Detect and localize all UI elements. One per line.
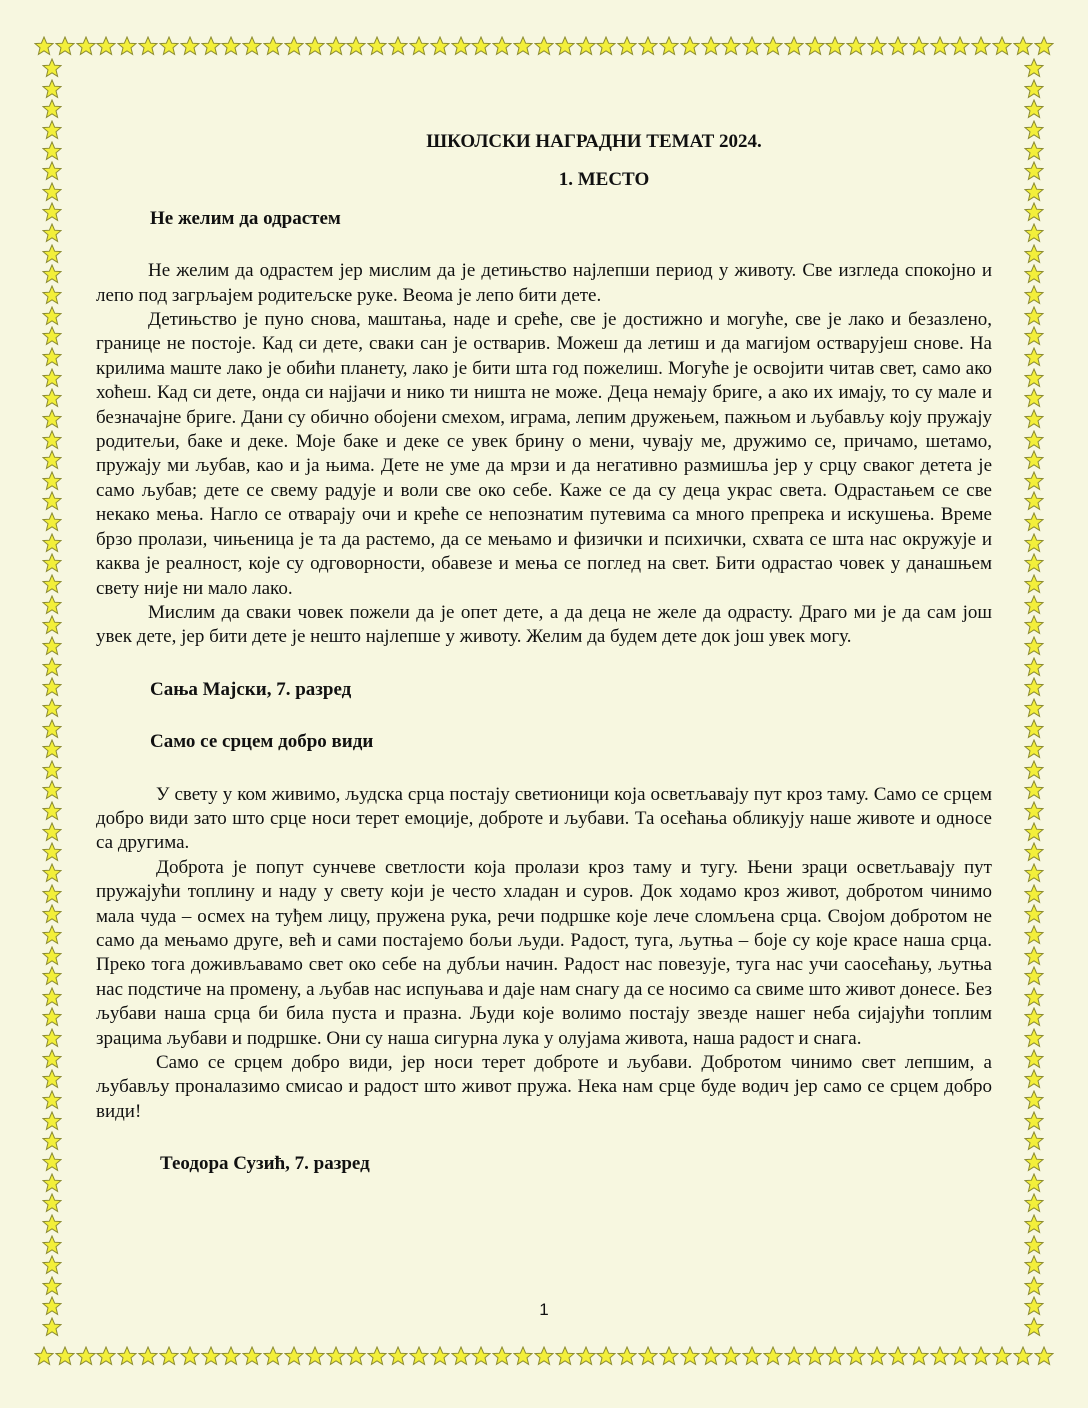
star-icon	[1024, 1152, 1044, 1172]
star-icon	[1024, 987, 1044, 1007]
star-icon	[42, 925, 62, 945]
star-icon	[42, 719, 62, 739]
star-icon	[992, 1346, 1012, 1366]
star-icon	[409, 36, 429, 56]
star-icon	[1024, 533, 1044, 553]
star-icon	[888, 36, 908, 56]
star-icon	[701, 1346, 721, 1366]
star-icon	[1024, 760, 1044, 780]
star-icon	[221, 1346, 241, 1366]
essay-paragraph: Мислим да сваки човек пожели да је опет дете, а да деца не желе да одрасту. Драго ми је да сам још увек дете, јер бити дете је нешто најлепше у животу. Желим да будем дете док још увек могу.	[96, 601, 992, 648]
star-icon	[930, 36, 950, 56]
star-icon	[263, 1346, 283, 1366]
star-icon	[846, 1346, 866, 1366]
star-icon	[42, 1069, 62, 1089]
star-icon	[42, 1007, 62, 1027]
star-icon	[638, 1346, 658, 1366]
star-icon	[1024, 202, 1044, 222]
star-icon	[42, 1111, 62, 1131]
star-icon	[1024, 925, 1044, 945]
star-icon	[42, 760, 62, 780]
star-icon	[42, 595, 62, 615]
star-icon	[1024, 471, 1044, 491]
star-icon	[513, 1346, 533, 1366]
star-icon	[950, 36, 970, 56]
star-icon	[42, 698, 62, 718]
star-icon	[42, 58, 62, 78]
star-icon	[909, 36, 929, 56]
star-icon	[1024, 739, 1044, 759]
star-icon	[346, 1346, 366, 1366]
star-icon	[1024, 491, 1044, 511]
star-icon	[42, 1152, 62, 1172]
star-icon	[1024, 780, 1044, 800]
star-icon	[42, 966, 62, 986]
star-icon	[784, 36, 804, 56]
star-icon	[42, 512, 62, 532]
star-icon	[42, 574, 62, 594]
star-icon	[180, 36, 200, 56]
star-icon	[1024, 1111, 1044, 1131]
essay-title: Само се срцем добро види	[150, 731, 374, 753]
star-icon	[659, 36, 679, 56]
star-icon	[617, 1346, 637, 1366]
star-icon	[1024, 409, 1044, 429]
star-icon	[701, 36, 721, 56]
star-icon	[42, 120, 62, 140]
star-icon	[825, 1346, 845, 1366]
star-icon	[42, 677, 62, 697]
star-icon	[555, 1346, 575, 1366]
star-icon	[1024, 966, 1044, 986]
star-icon	[42, 326, 62, 346]
star-icon	[117, 36, 137, 56]
star-icon	[42, 430, 62, 450]
star-icon	[534, 1346, 554, 1366]
star-icon	[742, 1346, 762, 1366]
star-icon	[42, 1276, 62, 1296]
star-icon	[159, 1346, 179, 1366]
star-icon	[638, 36, 658, 56]
star-icon	[159, 36, 179, 56]
star-icon	[42, 1255, 62, 1275]
star-icon	[42, 491, 62, 511]
star-icon	[430, 1346, 450, 1366]
star-icon	[1024, 223, 1044, 243]
star-icon	[1024, 1317, 1044, 1337]
star-icon	[42, 1214, 62, 1234]
star-icon	[1034, 1346, 1054, 1366]
star-icon	[742, 36, 762, 56]
star-icon	[1024, 244, 1044, 264]
star-icon	[42, 822, 62, 842]
star-icon	[867, 36, 887, 56]
star-icon	[1024, 99, 1044, 119]
star-icon	[76, 1346, 96, 1366]
star-icon	[42, 615, 62, 635]
star-icon	[1024, 842, 1044, 862]
star-icon	[1024, 574, 1044, 594]
star-icon	[284, 1346, 304, 1366]
star-icon	[1024, 1276, 1044, 1296]
star-icon	[1024, 1255, 1044, 1275]
star-icon	[1024, 1193, 1044, 1213]
star-icon	[42, 904, 62, 924]
star-icon	[1024, 58, 1044, 78]
star-icon	[763, 36, 783, 56]
star-icon	[1024, 306, 1044, 326]
page-number: 1	[539, 1300, 549, 1319]
star-icon	[1024, 884, 1044, 904]
star-icon	[492, 36, 512, 56]
star-icon	[42, 1049, 62, 1069]
star-icon	[117, 1346, 137, 1366]
star-icon	[784, 1346, 804, 1366]
star-icon	[305, 36, 325, 56]
star-icon	[555, 36, 575, 56]
star-icon	[42, 1173, 62, 1193]
star-icon	[1024, 512, 1044, 532]
star-icon	[1024, 1007, 1044, 1027]
star-icon	[430, 36, 450, 56]
star-icon	[42, 842, 62, 862]
star-icon	[42, 450, 62, 470]
star-icon	[42, 863, 62, 883]
star-icon	[513, 36, 533, 56]
star-icon	[846, 36, 866, 56]
star-icon	[1024, 264, 1044, 284]
star-icon	[96, 36, 116, 56]
star-icon	[305, 1346, 325, 1366]
star-icon	[42, 636, 62, 656]
star-icon	[1024, 904, 1044, 924]
star-icon	[971, 36, 991, 56]
star-icon	[138, 1346, 158, 1366]
star-icon	[201, 36, 221, 56]
star-icon	[1024, 430, 1044, 450]
star-icon	[888, 1346, 908, 1366]
star-icon	[971, 1346, 991, 1366]
star-icon	[42, 306, 62, 326]
star-icon	[388, 36, 408, 56]
star-icon	[1024, 368, 1044, 388]
star-icon	[950, 1346, 970, 1366]
star-icon	[34, 36, 54, 56]
star-icon	[1034, 36, 1054, 56]
star-icon	[1024, 822, 1044, 842]
star-icon	[451, 1346, 471, 1366]
star-icon	[1024, 801, 1044, 821]
star-icon	[326, 1346, 346, 1366]
star-icon	[1024, 863, 1044, 883]
star-icon	[42, 533, 62, 553]
star-icon	[1024, 450, 1044, 470]
star-icon	[42, 99, 62, 119]
star-icon	[42, 202, 62, 222]
essay-paragraph: У свету у ком живимо, људска срца постају светионици која осветљавају пут кроз таму. Само се срцем добро види зато што срце носи терет емоције, доброте и љубави. Та осећања обликују наше животе и односе са другима.	[96, 783, 992, 854]
star-icon	[1013, 1346, 1033, 1366]
star-icon	[451, 36, 471, 56]
star-icon	[1024, 326, 1044, 346]
star-icon	[201, 1346, 221, 1366]
star-icon	[388, 1346, 408, 1366]
star-icon	[242, 36, 262, 56]
star-icon	[680, 36, 700, 56]
star-icon	[42, 244, 62, 264]
star-icon	[721, 1346, 741, 1366]
star-icon	[326, 36, 346, 56]
star-icon	[42, 347, 62, 367]
star-icon	[409, 1346, 429, 1366]
star-icon	[1024, 1131, 1044, 1151]
star-icon	[534, 36, 554, 56]
star-icon	[263, 36, 283, 56]
document-page	[96, 120, 992, 1177]
star-icon	[1024, 388, 1044, 408]
essay-paragraph: Детињство је пуно снова, маштања, наде и среће, све је достижно и могуће, све је лако и безазлено, границе не постоје. Кад си дете, сваки сан је остварив. Можеш да летиш и да магијом остварујеш снове. На крилима маште лако је обићи планету, лако је бити шта год пожелиш. Могуће је освојити читав свет, само ако хоћеш. Кад си дете, онда си најјачи и нико ти ништа не може. Деца немају бриге, а ако их имају, то су мале и безначајне бриге. Дани су обично обојени смехом, играма, лепим дружењем, пажњом и љубављу коју пружају родитељи, баке и деке. Моје баке и деке се увек брину о мени, чувају ме, дружимо се, причамо, шетамо, пружају ми љубав, као и ја њима. Дете не уме да мрзи и да негативно размишља јер у срцу сваког детета је само љубав; дете се свему радује и воли све око себе. Каже се да су деца украс света. Одрастањем се све некако мења. Нагло се отварају очи и креће се непознатим путевима са много препрека и искушења. Време брзо пролази, чињеница је та да растемо, да се мењамо и физички и психички, схвата се шта нас окружује и каква је реалност, које су одговорности, обавезе и мења се поглед на свет. Бити одрастао човек у данашњем свету није ни мало лако.	[96, 309, 992, 599]
star-border-bottom	[34, 1346, 1054, 1368]
star-icon	[1024, 719, 1044, 739]
essay-paragraph: Доброта је попут сунчеве светлости која пролази кроз таму и тугу. Њени зраци осветљавају пут пружајући топлину и наду у свету који је често хладан и суров. Док ходамо кроз живот, добротом чинимо мала чуда – осмех на туђем лицу, пружена рука, речи подршке које лече сломљена срца. Својом добротом не само да мењамо друге, већ и сами постајемо бољи људи. Радост, туга, љутња – боје су које красе наша срца. Преко тога доживљавамо свет око себе на дубљи начин. Радост нас повезује, туга нас учи саосећању, љутња нас подстиче на промену, а љубав нас испуњава и даје нам снагу да се носимо са свиме што живот донесе. Без љубави наша срца би била пуста и празна. Људи које волимо постају звезде нашег неба сијајући топлим зрацима љубави и подршке. Они су наша сигурна лука у олујама живота, наша радост и снага.	[96, 856, 992, 1049]
star-icon	[721, 36, 741, 56]
star-icon	[1024, 677, 1044, 697]
star-icon	[42, 1090, 62, 1110]
star-icon	[42, 1193, 62, 1213]
star-icon	[1024, 1214, 1044, 1234]
star-icon	[1024, 79, 1044, 99]
star-icon	[42, 264, 62, 284]
star-icon	[680, 1346, 700, 1366]
star-icon	[42, 223, 62, 243]
star-icon	[1013, 36, 1033, 56]
star-icon	[221, 36, 241, 56]
star-icon	[42, 780, 62, 800]
star-icon	[1024, 595, 1044, 615]
document-title: ШКОЛСКИ НАГРАДНИ ТЕМАТ 2024.	[426, 131, 762, 152]
star-icon	[1024, 347, 1044, 367]
star-icon	[1024, 285, 1044, 305]
star-icon	[42, 161, 62, 181]
star-icon	[42, 368, 62, 388]
star-icon	[42, 801, 62, 821]
star-icon	[1024, 553, 1044, 573]
star-icon	[1024, 1090, 1044, 1110]
star-icon	[42, 285, 62, 305]
star-icon	[42, 739, 62, 759]
star-icon	[471, 1346, 491, 1366]
star-icon	[34, 1346, 54, 1366]
star-icon	[55, 1346, 75, 1366]
star-icon	[42, 884, 62, 904]
star-icon	[55, 36, 75, 56]
star-icon	[659, 1346, 679, 1366]
star-icon	[1024, 615, 1044, 635]
star-icon	[42, 1317, 62, 1337]
star-icon	[284, 36, 304, 56]
star-icon	[596, 1346, 616, 1366]
star-icon	[138, 36, 158, 56]
star-icon	[492, 1346, 512, 1366]
essay-title: Не желим да одрастем	[150, 207, 341, 229]
star-icon	[76, 36, 96, 56]
star-icon	[1024, 657, 1044, 677]
star-icon	[42, 1131, 62, 1151]
star-icon	[867, 1346, 887, 1366]
star-icon	[42, 1028, 62, 1048]
star-icon	[930, 1346, 950, 1366]
star-icon	[42, 409, 62, 429]
essay-paragraph: Не желим да одрастем јер мислим да је детињство најлепши период у животу. Све изгледа спокојно и лепо под загрљајем родитељске руке. Веома је лепо бити дете.	[96, 260, 992, 306]
essay-paragraph: Само се срцем добро види, јер носи терет доброте и љубави. Добротом чинимо свет лепшим, а љубављу проналазимо смисао и радост што живот пружа. Нека нам срце буде водич јер само се срцем добро види!	[96, 1052, 992, 1122]
star-icon	[42, 388, 62, 408]
star-icon	[96, 1346, 116, 1366]
essay-author: Сања Мајски, 7. разред	[150, 678, 352, 700]
star-icon	[346, 36, 366, 56]
star-icon	[367, 36, 387, 56]
star-icon	[763, 1346, 783, 1366]
star-icon	[42, 182, 62, 202]
star-icon	[1024, 1028, 1044, 1048]
star-icon	[825, 36, 845, 56]
star-icon	[1024, 698, 1044, 718]
star-icon	[1024, 1049, 1044, 1069]
star-icon	[1024, 636, 1044, 656]
star-icon	[1024, 946, 1044, 966]
star-icon	[42, 553, 62, 573]
star-border-left	[42, 58, 64, 1338]
star-icon	[596, 36, 616, 56]
star-icon	[1024, 1069, 1044, 1089]
star-icon	[42, 471, 62, 491]
star-border-top	[34, 36, 1054, 58]
star-border-right	[1024, 58, 1046, 1338]
star-icon	[42, 141, 62, 161]
star-icon	[42, 79, 62, 99]
star-icon	[42, 1235, 62, 1255]
star-icon	[576, 1346, 596, 1366]
star-icon	[242, 1346, 262, 1366]
star-icon	[576, 36, 596, 56]
star-icon	[1024, 1173, 1044, 1193]
essay-author: Теодора Сузић, 7. разред	[160, 1153, 370, 1175]
star-icon	[180, 1346, 200, 1366]
star-icon	[42, 946, 62, 966]
star-icon	[805, 1346, 825, 1366]
section-heading: 1. МЕСТО	[558, 169, 650, 191]
star-icon	[471, 36, 491, 56]
star-icon	[367, 1346, 387, 1366]
star-icon	[42, 657, 62, 677]
star-icon	[805, 36, 825, 56]
star-icon	[42, 987, 62, 1007]
star-icon	[617, 36, 637, 56]
star-icon	[909, 1346, 929, 1366]
star-icon	[992, 36, 1012, 56]
star-icon	[1024, 1235, 1044, 1255]
